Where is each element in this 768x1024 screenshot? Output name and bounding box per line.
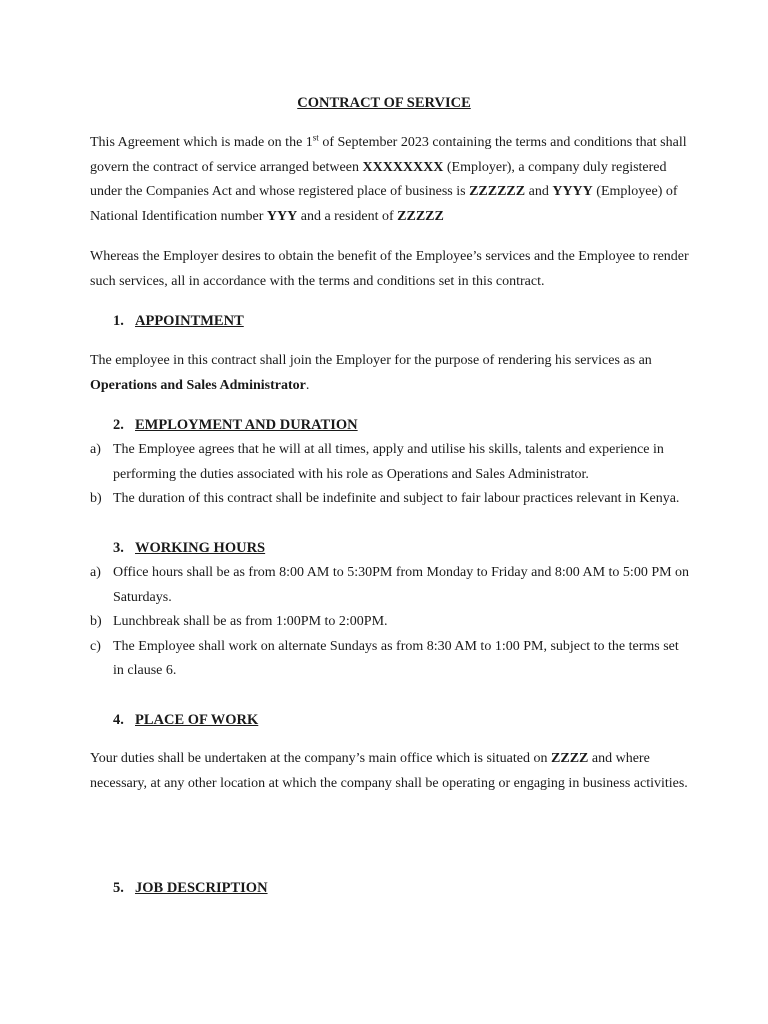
intro-paragraph (90, 131, 690, 229)
appointment-text-end: . (305, 377, 310, 393)
section-1-heading (113, 311, 244, 331)
section-3-number: 3. (113, 540, 124, 556)
list-item-text: Lunchbreak shall be as from 1:00PM to 2:00PM. (113, 614, 388, 629)
section-1-number: 1. (113, 313, 124, 329)
job-title: Operations and Sales Administrator (90, 377, 306, 393)
intro-text-6: and a resident of (297, 208, 398, 224)
place-of-work-text-end: and where necessary, at any other location at which the company shall be operating or engaging in business activities. (90, 751, 688, 791)
section-3-heading (113, 538, 265, 558)
list-item-text: The Employee shall work on alternate Sundays as from 8:30 AM to 1:00 PM, subject to the terms set in clause 6. (113, 638, 679, 678)
document-title: CONTRACT OF SERVICE (297, 95, 471, 111)
intro-text-5: (Employee) of National Identification number (90, 184, 678, 224)
list-item (90, 438, 690, 487)
list-marker: a) (90, 565, 101, 580)
place-of-work-paragraph (90, 747, 690, 796)
intro-text-4: and (525, 184, 553, 199)
section-5-number: 5. (113, 880, 124, 896)
list-item-text: The duration of this contract shall be indefinite and subject to fair labour practices relevant in Kenya. (113, 491, 680, 506)
section-4-number: 4. (113, 712, 124, 728)
section-3-title: WORKING HOURS (135, 540, 266, 556)
business-place: ZZZZZZ (469, 184, 526, 199)
residence: ZZZZZ (397, 208, 444, 224)
section-1-title: APPOINTMENT (135, 313, 244, 329)
place-of-work-text: Your duties shall be undertaken at the company’s main office which is situated on (90, 751, 552, 766)
list-item-text: The Employee agrees that he will at all times, apply and utilise his skills, talents and experience in performing the duties associated with his role as Operations and Sales Administrator. (113, 442, 664, 482)
section-2-heading (113, 415, 358, 435)
office-location: ZZZZ (551, 751, 589, 766)
intro-text-1: This Agreement which is made on the 1 (90, 135, 313, 150)
intro-text-2: of September 2023 containing the terms and conditions that shall govern the contract of service arranged between (90, 135, 687, 175)
list-marker: a) (90, 442, 101, 457)
appointment-text: The employee in this contract shall join the Employer for the purpose of rendering his services as an (90, 353, 652, 368)
section-5-title: JOB DESCRIPTION (135, 880, 268, 896)
list-marker: c) (90, 638, 101, 654)
section-5-heading (113, 878, 268, 898)
list-item (90, 610, 690, 635)
whereas-paragraph: Whereas the Employer desires to obtain the benefit of the Employee’s services and the Employee to render such services, all in accordance with the terms and conditions set in this contract. (90, 249, 689, 289)
list-item-text: Office hours shall be as from 8:00 AM to 5:30PM from Monday to Friday and 8:00 AM to 5:00 PM on Saturdays. (113, 565, 690, 605)
section-3-list (90, 561, 690, 684)
list-marker: b) (90, 491, 102, 506)
intro-text-3: (Employer), a company duly registered under the Companies Act and whose registered place of business is (90, 159, 667, 199)
section-4-heading (113, 710, 258, 730)
section-2-title: EMPLOYMENT AND DURATION (135, 417, 358, 433)
section-2-list (90, 438, 690, 512)
date-superscript: st (312, 132, 319, 143)
employer-name: XXXXXXXX (362, 159, 444, 175)
section-2-number: 2. (113, 417, 124, 433)
list-marker: b) (90, 614, 102, 629)
list-item (90, 561, 690, 610)
appointment-paragraph (90, 349, 690, 398)
section-4-title: PLACE OF WORK (135, 712, 259, 728)
employee-name: YYYY (552, 184, 593, 199)
id-number: YYY (266, 208, 298, 224)
list-item (90, 635, 690, 684)
list-item (90, 487, 690, 512)
